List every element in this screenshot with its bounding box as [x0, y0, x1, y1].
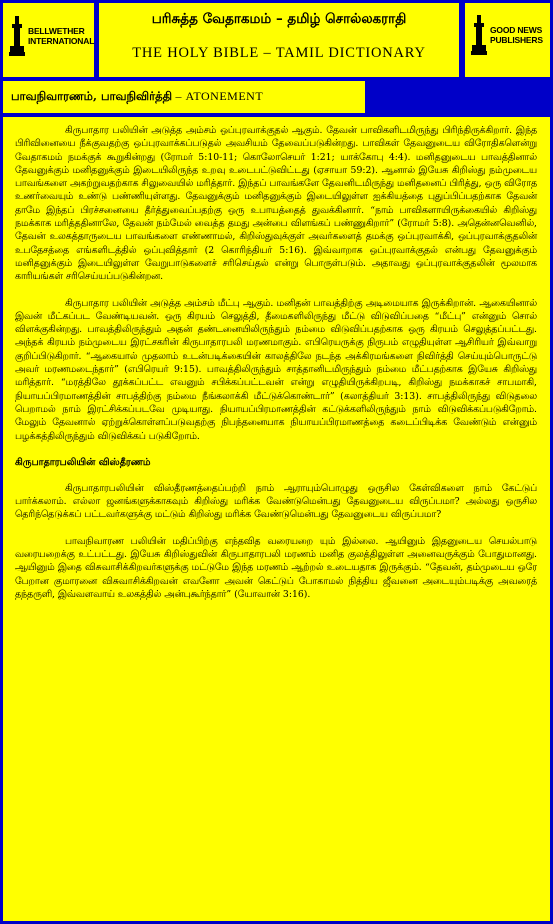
paragraph-extent-questions: கிருபாதாரபலியின் விஸ்தீரணத்தைப்பற்றி நாம் ஆராயும்பொழுது ஒருசில கேள்விகளை நாம் கேட்டுப் பார்க்கலாம். எல்லா ஜனங்களுக்காகவும் கிறிஸ்து மரிக்க வேண்டுமென்பது தேவனுடைய விருப்பமா? அல்லது ஒருசில தெரிந்தெடுக்கப் பட்டவர்களுக்கு மட்டும் கிறிஸ்து மரிக்க வேண்டுமென்பது தேவனுடைய விருப்பமா? [15, 482, 537, 521]
entry-title-separator: – [172, 89, 186, 103]
header-title-panel [99, 3, 459, 77]
good-news-logo-icon [471, 15, 487, 55]
entry-title-panel [3, 81, 365, 113]
logo-text-line-2: PUBLISHERS [490, 35, 543, 45]
title-english: THE HOLY BIBLE – TAMIL DICTIONARY [132, 45, 426, 61]
bellwether-logo-icon [9, 16, 25, 56]
logo-text-line-2: INTERNATIONAL [28, 36, 95, 46]
entry-title [11, 89, 263, 105]
entry-title-english: ATONEMENT [185, 89, 264, 103]
paragraph-extent-answer: பாவநிவாரண பலியின் மதிப்பிற்கு எந்தவித வரையறை யும் இல்லை. ஆயினும் இதனுடைய செயல்பாடு வரையறைக்கு உட்பட்டது. இயேசு கிறிஸ்துவின் கிருபாதாரபலி மரணம் மனித குலத்திலுள்ள அனைவருக்கும் போதுமானது. ஆயினும் இதை விசுவாசிக்கிறவர்களுக்கு மட்டுமே இந்த மரணம் ஆற்றல் உடையதாக இருக்கும். “தேவன், தம்முடைய ஒரே பேறான குமாரனை விசுவாசிக்கிறவன் எவனோ அவன் கெட்டுப் போகாமல் நித்திய ஜீவனை அடையும்படிக்கு அவரைத் தந்தருளி, இவ்வளவாய் உலகத்தில் அன்புகூர்ந்தார்” (யோவான் 3:16). [15, 535, 537, 600]
article-body [15, 124, 537, 601]
paragraph-redemption: கிருபாதார பலியின் அடுத்த அம்சம் மீட்பு ஆகும். மனிதன் பாவத்திற்கு அடிமையாக இருக்கிறான். ஆகையினால் இவன் மீட்கப்பட வேண்டியவன். ஒரு கிரயம் செலுத்தி, தீமைகளிலிருந்து மீட்டு விடுவிப்பதை “மீட்பு” என்னும் சொல் விளக்குகின்றது. பாவத்திலிருந்தும் அதன் தண்டனையிலிருந்தும் நம்மை விடுவிப்பதற்காக ஒரு கிரயம் செலுத்தப்பட்டது. அந்தக் கிரயம் நம்முடைய இரட்சகரின் கிருபாதாரபலி மரணமாகும். எபிரெயருக்கு நிருபம் எழுதியுள்ள ஆசிரியர் இவ்வாறு குறிப்பிடுகிறார். “ஆகையால் முதலாம் உடன்படிக்கையின் காலத்திலே நடந்த அக்கிரமங்களை நிவிர்த்தி செய்யும்பொருட்டு அவர் மரணமடைந்தார்” (எபிரெயர் 9:15). பாவத்திலிருந்தும் சாத்தானிடமிருந்தும் நம்மை மீட்பதற்காக இயேசு கிறிஸ்து மரித்தார். “மரத்திலே தூக்கப்பட்ட எவனும் சபிக்கப்பட்டவன் என்று எழுதியிருக்கிறபடி, கிறிஸ்து நமக்காகச் சாபமாகி, நியாயப்பிரமாணத்தின் சாபத்திற்கு நம்மை நீங்கலாக்கி மீட்டுக்கொண்டார்” (கலாத்தியர் 3:13). சாபத்திலிருந்து விடுதலை பெறாமல் நாம் இரட்சிக்கப்படவே முடியாது. நியாயப்பிரமாணத்தின் கட்டுக்களிலிருந்தும் நாம் விடுவிக்கப்படுகிறோம். மேலும் தேவனால் ஏற்றுக்கொள்ளப்படுவதற்கு நிபந்தனையாக நியாயப்பிரமாணத்தை கடைப்பிடிக்க வேண்டும் என்னும் பழக்கத்திலிருந்தும் விடுவிக்கப் படுகிறோம். [15, 297, 537, 442]
bellwether-logo [9, 16, 94, 56]
logo-text-line-1: BELLWETHER [28, 26, 85, 36]
paragraph-reconciliation: கிருபாதார பலியின் அடுத்த அம்சம் ஒப்புரவாக்குதல் ஆகும். தேவன் பாவிகளிடமிருந்து பிரிந்திருக்கிறார். இந்த பிரிவினையை நீக்குவதற்கு ஒப்புரவாக்கப்படுதல் அவசியம் தேவைப்படுகின்றது. பாவிகள் தேவனுடைய விரோதிகளென்று வேதாகமம் நமக்குக் கூறுகின்றது (ரோமர் 5:10-11; கொலோசெயர் 1:21; யாக்கோபு 4:4). மனிதனுடைய பாவத்தினால் தேவனுக்கும் மனிதனுக்கும் இடையிலிருந்த உறவு உடைபட்டுவிட்டது (ஏசாயா 59:2). ஆனால் இயேசு கிறிஸ்து நம்முடைய பாவங்களை அகற்றுவதற்காக சிலுவையில் மரித்தார். இந்தப் பாவங்களே தேவனிடமிருந்து மனிதனைப் பிரித்து, ஒரு விரோத உணர்வையும் உண்டு பண்ணியுள்ளது. தேவனுக்கும் மனிதனுக்கும் இடையிலுள்ள ஐக்கியத்தை புதுப்பிப்பதற்காக தேவன் தாமே இந்தப் பிரச்சனையை தீர்த்துவைப்பதற்கு ஒரு உபாயத்தைத் துவக்கினார். “நாம் பாவிகளாயிருக்கையில் கிறிஸ்து நமக்காக மரித்ததினாலே, தேவன் நம்மேல் வைத்த தமது அன்பை விளங்கப் பண்ணுகிறார்” (ரோமர் 5:8). அதென்னவெனில், தேவன் உலகத்தாருடைய பாவங்களை எண்ணாமல், கிறிஸ்துவுக்குள் அவர்களைத் தமக்கு ஒப்புரவாக்கி, ஒப்புரவாக்குதலின் உபதேசத்தை எங்களிடத்தில் ஒப்புவித்தார் (2 கொரிந்தியர் 5:16). இவ்வாறாக ஒப்புரவாக்குதல் என்பது தேவனுக்கும் மனிதனுக்கும் இடையிலுள்ள வேறுபாடுகளைச் சரிசெய்தல் என்று பொருள்படும். அதாவது ஒப்புரவாக்குதலின் மூலமாக காரியங்கள் சரிசெய்யப்படுகின்றன. [15, 125, 537, 283]
title-tamil: பரிசுத்த வேதாகமம் – தமிழ் சொல்லகராதி [151, 11, 407, 27]
header-right-panel [465, 3, 550, 77]
entry-title-tamil: பாவநிவாரணம், பாவநிவிர்த்தி [11, 89, 173, 103]
logo-text-line-1: GOOD NEWS [490, 25, 543, 35]
header-left-panel [3, 3, 94, 77]
good-news-logo [471, 15, 543, 55]
main-content-panel [3, 117, 550, 921]
section-heading: கிருபாதாரபலியின் விஸ்தீரணம் [15, 456, 151, 468]
